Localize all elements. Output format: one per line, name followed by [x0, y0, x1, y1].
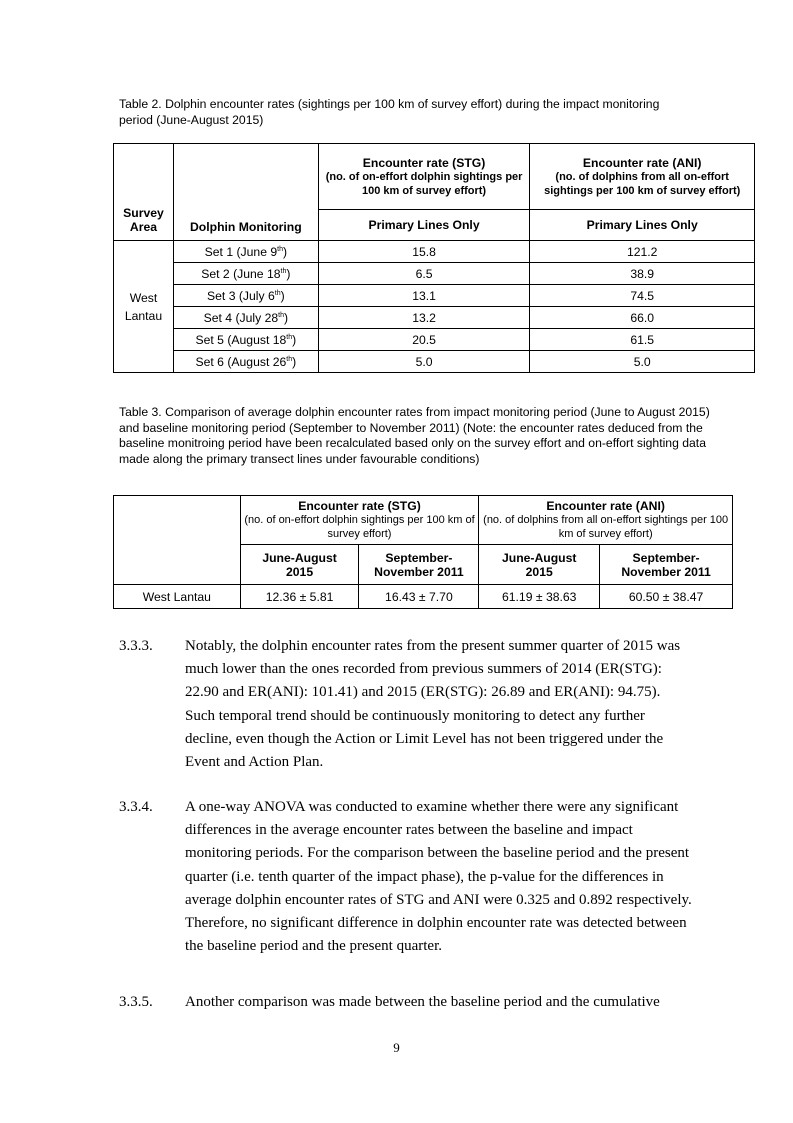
- table3-col-sept-nov-ani: September-November 2011: [600, 545, 733, 585]
- table3-comparison: [113, 495, 733, 609]
- table3-caption: Table 3. Comparison of average dolphin encounter rates from impact monitoring period (June to August 2015) and baseline monitoring period (September to November 2011) (Note: the encounter rates deduced from the baseline monitroing period have been recalculated based only on the survey effort and on-effort sighting data made along the primary transect lines under favourable conditions): [119, 405, 710, 466]
- set-label: Set 4 (July 28: [203, 310, 279, 325]
- table3-col-june-august-stg: June-August 2015: [240, 545, 359, 585]
- header-ani-subtitle: (no. of dolphins from all on-effort sightings per 100 km of survey effort): [544, 170, 741, 197]
- header-encounter-rate-ani: [530, 144, 755, 210]
- header-primary-lines-ani: Primary Lines Only: [530, 210, 755, 241]
- header-ani-title: Encounter rate (ANI): [582, 155, 702, 170]
- set-label: Set 5 (August 18: [195, 332, 287, 347]
- table3-col-june-august-ani: June-August 2015: [479, 545, 600, 585]
- paragraph-number: 3.3.5.: [119, 994, 153, 1010]
- paragraph-text: Another comparison was made between the baseline period and the cumulative: [185, 994, 660, 1010]
- table3-value: 60.50 ± 38.47: [600, 585, 733, 609]
- table-row-set: [173, 351, 318, 373]
- table-row-set: [173, 329, 318, 351]
- ani-value: 121.2: [530, 241, 755, 263]
- set-close: ): [286, 266, 291, 281]
- table3-empty-corner: [114, 496, 241, 585]
- set-label: Set 2 (June 18: [201, 266, 281, 281]
- table3-value: 16.43 ± 7.70: [359, 585, 479, 609]
- set-label: Set 3 (July 6: [207, 288, 275, 303]
- header-survey-area: Survey Area: [114, 144, 174, 241]
- set-close: ): [292, 332, 297, 347]
- table3-value: 12.36 ± 5.81: [240, 585, 359, 609]
- stg-value: 15.8: [318, 241, 530, 263]
- table3-header-ani: [479, 496, 733, 545]
- table2-encounter-rates: [113, 143, 755, 373]
- table3-stg-subtitle: (no. of on-effort dolphin sightings per 100 km of survey effort): [244, 514, 475, 540]
- set-label: Set 6 (August 26: [195, 354, 287, 369]
- table3-stg-title: Encounter rate (STG): [298, 499, 421, 513]
- header-primary-lines-stg: Primary Lines Only: [318, 210, 530, 241]
- ani-value: 38.9: [530, 263, 755, 285]
- stg-value: 13.2: [318, 307, 530, 329]
- ani-value: 74.5: [530, 285, 755, 307]
- set-close: ): [292, 354, 297, 369]
- set-sup: th: [280, 267, 287, 275]
- paragraph-number: 3.3.3.: [119, 638, 153, 654]
- set-label: Set 1 (June 9: [204, 244, 278, 259]
- paragraph-text: A one-way ANOVA was conducted to examine whether there were any significant differences in the average encounter rates between the baseline and impact monitoring periods. For the comparison between the baseline period and the present quarter (i.e. tenth quarter of the impact phase), the p-value for the differences in average dolphin encounter rates of STG and ANI were 0.325 and 0.892 respectively. Therefore, no significant difference in dolphin encounter rate was detected between the baseline period and the present quarter.: [185, 799, 692, 955]
- table-row-set: [173, 241, 318, 263]
- paragraph-text: Notably, the dolphin encounter rates from the present summer quarter of 2015 was much lower than the ones recorded from previous summers of 2014 (ER(STG): 22.90 and ER(ANI): 101.41) and 2015 (ER(STG): 26.89 and ER(ANI): 94.75). Such temporal trend should be continuously monitoring to detect any further decline, even though the Action or Limit Level has not been triggered under the Event and Action Plan.: [185, 638, 681, 771]
- table3-header-stg: [240, 496, 479, 545]
- stg-value: 20.5: [318, 329, 530, 351]
- stg-value: 5.0: [318, 351, 530, 373]
- stg-value: 6.5: [318, 263, 530, 285]
- set-close: ): [282, 244, 288, 259]
- header-stg-title: Encounter rate (STG): [362, 155, 486, 170]
- table-row-set: [173, 307, 318, 329]
- ani-value: 5.0: [530, 351, 755, 373]
- set-sup: th: [274, 289, 281, 297]
- set-close: ): [280, 288, 285, 303]
- header-dolphin-monitoring: Dolphin Monitoring: [173, 144, 318, 241]
- table3-col-sept-nov-stg: September-November 2011: [359, 545, 479, 585]
- table-row-set: [173, 263, 318, 285]
- survey-area-west-lantau: [114, 241, 174, 373]
- ani-value: 66.0: [530, 307, 755, 329]
- set-sup: th: [278, 311, 284, 319]
- paragraph-number: 3.3.4.: [119, 799, 153, 815]
- table3-ani-subtitle: (no. of dolphins from all on-effort sightings per 100 km of survey effort): [483, 514, 729, 540]
- survey-area-label: West Lantau: [124, 290, 163, 323]
- table3-area: West Lantau: [114, 585, 241, 609]
- table3-ani-title: Encounter rate (ANI): [546, 499, 665, 513]
- set-sup: th: [286, 355, 293, 363]
- header-stg-subtitle: (no. of on-effort dolphin sightings per 100 km of survey effort): [325, 170, 523, 197]
- table-row-set: [173, 285, 318, 307]
- set-close: ): [284, 310, 289, 325]
- set-sup: th: [277, 245, 283, 253]
- paragraph-3-3-3: [119, 635, 694, 774]
- paragraph-3-3-4: [119, 796, 694, 958]
- table3-value: 61.19 ± 38.63: [479, 585, 600, 609]
- stg-value: 13.1: [318, 285, 530, 307]
- ani-value: 61.5: [530, 329, 755, 351]
- table2-caption: Table 2. Dolphin encounter rates (sightings per 100 km of survey effort) during the impact monitoring period (June-August 2015): [119, 97, 660, 127]
- header-encounter-rate-stg: [318, 144, 530, 210]
- paragraph-3-3-5: [119, 991, 694, 1014]
- set-sup: th: [286, 333, 293, 341]
- page-number: 9: [393, 1040, 400, 1055]
